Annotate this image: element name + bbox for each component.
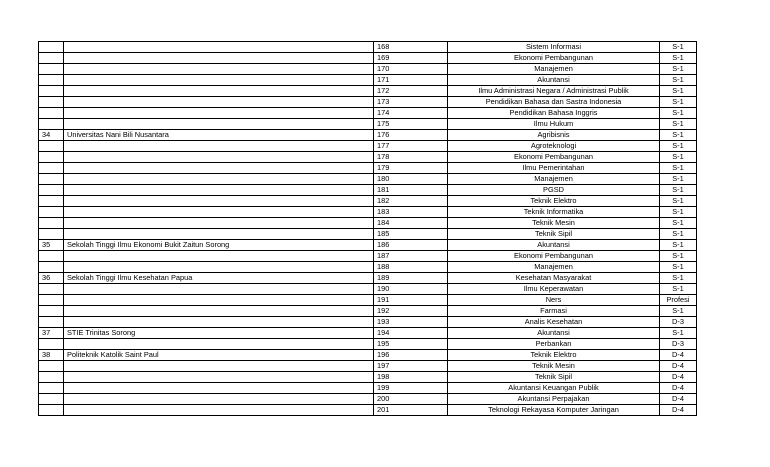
degree-level-cell: S-1 [660,240,697,251]
program-index-cell: 199 [374,383,448,394]
row-number-cell: 36 [39,273,64,284]
degree-level-cell: S-1 [660,284,697,295]
degree-level-cell: S-1 [660,163,697,174]
study-program-cell: Akuntansi [448,328,660,339]
degree-level-cell: D-4 [660,372,697,383]
row-number-cell [39,284,64,295]
program-index-cell: 180 [374,174,448,185]
study-program-cell: Ekonomi Pembangunan [448,152,660,163]
row-number-cell [39,295,64,306]
table-row [39,328,697,339]
table-row [39,405,697,416]
study-program-cell: Ilmu Keperawatan [448,284,660,295]
program-index-cell: 194 [374,328,448,339]
institution-name-cell [64,174,374,185]
institution-name-cell [64,284,374,295]
degree-level-cell: S-1 [660,306,697,317]
degree-level-cell: S-1 [660,273,697,284]
study-program-cell: Teknik Mesin [448,361,660,372]
program-index-cell: 172 [374,86,448,97]
degree-level-cell: S-1 [660,108,697,119]
table-row [39,251,697,262]
row-number-cell [39,119,64,130]
study-program-cell: Manajemen [448,64,660,75]
table-row [39,295,697,306]
study-program-cell: Akuntansi [448,240,660,251]
program-index-cell: 174 [374,108,448,119]
row-number-cell: 38 [39,350,64,361]
institution-name-cell [64,119,374,130]
institution-name-cell [64,306,374,317]
row-number-cell: 37 [39,328,64,339]
row-number-cell [39,372,64,383]
program-index-cell: 177 [374,141,448,152]
degree-level-cell: S-1 [660,86,697,97]
table-row [39,119,697,130]
program-index-cell: 178 [374,152,448,163]
row-number-cell [39,141,64,152]
row-number-cell [39,383,64,394]
institution-name-cell: STIE Trinitas Sorong [64,328,374,339]
institution-name-cell [64,42,374,53]
program-index-cell: 168 [374,42,448,53]
study-program-cell: Akuntansi Perpajakan [448,394,660,405]
degree-level-cell: S-1 [660,218,697,229]
program-index-cell: 191 [374,295,448,306]
degree-level-cell: D-4 [660,394,697,405]
degree-level-cell: D-3 [660,339,697,350]
study-program-cell: Akuntansi Keuangan Publik [448,383,660,394]
program-index-cell: 195 [374,339,448,350]
degree-level-cell: S-1 [660,229,697,240]
study-program-cell: Teknik Elektro [448,196,660,207]
program-index-cell: 183 [374,207,448,218]
row-number-cell [39,317,64,328]
institution-name-cell [64,229,374,240]
institution-name-cell [64,262,374,273]
row-number-cell [39,75,64,86]
program-index-cell: 189 [374,273,448,284]
study-program-cell: Manajemen [448,174,660,185]
degree-level-cell: S-1 [660,119,697,130]
program-index-cell: 171 [374,75,448,86]
program-index-cell: 170 [374,64,448,75]
study-program-cell: Perbankan [448,339,660,350]
institution-name-cell [64,207,374,218]
institution-name-cell [64,361,374,372]
institution-name-cell [64,405,374,416]
program-index-cell: 197 [374,361,448,372]
program-index-cell: 201 [374,405,448,416]
institution-name-cell [64,163,374,174]
program-index-cell: 176 [374,130,448,141]
row-number-cell: 34 [39,130,64,141]
row-number-cell [39,207,64,218]
institution-name-cell [64,372,374,383]
degree-level-cell: S-1 [660,328,697,339]
study-program-cell: Teknologi Rekayasa Komputer Jaringan [448,405,660,416]
institution-name-cell: Sekolah Tinggi Ilmu Ekonomi Bukit Zaitun Sorong [64,240,374,251]
table-row [39,306,697,317]
row-number-cell [39,163,64,174]
degree-level-cell: S-1 [660,152,697,163]
institution-name-cell: Politeknik Katolik Saint Paul [64,350,374,361]
row-number-cell [39,86,64,97]
program-index-cell: 179 [374,163,448,174]
institution-name-cell [64,317,374,328]
study-program-cell: Ners [448,295,660,306]
degree-level-cell: S-1 [660,174,697,185]
table-row [39,383,697,394]
degree-level-cell: S-1 [660,262,697,273]
institution-name-cell [64,75,374,86]
degree-level-cell: S-1 [660,207,697,218]
table-row [39,64,697,75]
program-index-cell: 169 [374,53,448,64]
table-row [39,196,697,207]
row-number-cell [39,64,64,75]
institution-name-cell [64,295,374,306]
program-index-cell: 192 [374,306,448,317]
table-row [39,185,697,196]
institution-name-cell [64,108,374,119]
row-number-cell [39,251,64,262]
row-number-cell [39,196,64,207]
study-program-cell: Ilmu Pemerintahan [448,163,660,174]
table-row [39,97,697,108]
program-index-cell: 185 [374,229,448,240]
program-index-cell: 182 [374,196,448,207]
row-number-cell [39,218,64,229]
study-program-cell: Teknik Sipil [448,372,660,383]
institution-name-cell [64,141,374,152]
table-row [39,53,697,64]
institution-name-cell [64,53,374,64]
degree-level-cell: S-1 [660,141,697,152]
program-index-cell: 181 [374,185,448,196]
table-row [39,284,697,295]
program-index-cell: 188 [374,262,448,273]
row-number-cell [39,339,64,350]
institution-name-cell [64,196,374,207]
institution-name-cell: Universitas Nani Bili Nusantara [64,130,374,141]
study-program-cell: Sistem Informasi [448,42,660,53]
row-number-cell [39,229,64,240]
institution-name-cell [64,339,374,350]
study-program-cell: Agroteknologi [448,141,660,152]
row-number-cell: 35 [39,240,64,251]
program-index-cell: 196 [374,350,448,361]
degree-level-cell: D-4 [660,405,697,416]
study-program-cell: Agribisnis [448,130,660,141]
degree-level-cell: S-1 [660,64,697,75]
program-table [38,41,697,416]
study-program-cell: Pendidikan Bahasa dan Sastra Indonesia [448,97,660,108]
table-row [39,372,697,383]
program-index-cell: 198 [374,372,448,383]
table-row [39,108,697,119]
table-row [39,361,697,372]
table-row [39,75,697,86]
program-index-cell: 190 [374,284,448,295]
table-row [39,273,697,284]
row-number-cell [39,53,64,64]
degree-level-cell: S-1 [660,185,697,196]
program-index-cell: 193 [374,317,448,328]
table-row [39,141,697,152]
degree-level-cell: D-4 [660,350,697,361]
study-program-cell: Ekonomi Pembangunan [448,251,660,262]
degree-level-cell: D-4 [660,361,697,372]
row-number-cell [39,174,64,185]
degree-level-cell: Profesi [660,295,697,306]
row-number-cell [39,185,64,196]
program-table-body [39,42,697,416]
row-number-cell [39,152,64,163]
study-program-cell: Ilmu Administrasi Negara / Administrasi Publik [448,86,660,97]
table-row [39,174,697,185]
study-program-cell: Ilmu Hukum [448,119,660,130]
degree-level-cell: S-1 [660,196,697,207]
row-number-cell [39,42,64,53]
degree-level-cell: S-1 [660,53,697,64]
study-program-cell: Akuntansi [448,75,660,86]
study-program-cell: Analis Kesehatan [448,317,660,328]
row-number-cell [39,361,64,372]
study-program-cell: Kesehatan Masyarakat [448,273,660,284]
institution-name-cell [64,152,374,163]
institution-name-cell [64,86,374,97]
institution-name-cell [64,383,374,394]
table-row [39,207,697,218]
study-program-cell: Manajemen [448,262,660,273]
table-row [39,339,697,350]
row-number-cell [39,262,64,273]
table-row [39,163,697,174]
institution-name-cell [64,185,374,196]
study-program-cell: Ekonomi Pembangunan [448,53,660,64]
degree-level-cell: S-1 [660,97,697,108]
study-program-cell: Farmasi [448,306,660,317]
institution-name-cell [64,64,374,75]
program-index-cell: 173 [374,97,448,108]
table-row [39,152,697,163]
study-program-cell: Teknik Sipil [448,229,660,240]
program-index-cell: 175 [374,119,448,130]
table-row [39,86,697,97]
institution-name-cell: Sekolah Tinggi Ilmu Kesehatan Papua [64,273,374,284]
table-row [39,262,697,273]
row-number-cell [39,394,64,405]
table-row [39,394,697,405]
table-row [39,218,697,229]
degree-level-cell: S-1 [660,42,697,53]
table-row [39,42,697,53]
table-row [39,229,697,240]
institution-name-cell [64,394,374,405]
table-row [39,130,697,141]
degree-level-cell: S-1 [660,75,697,86]
program-index-cell: 184 [374,218,448,229]
degree-level-cell: D-4 [660,383,697,394]
study-program-cell: Pendidikan Bahasa Inggris [448,108,660,119]
study-program-cell: Teknik Informatika [448,207,660,218]
row-number-cell [39,108,64,119]
degree-level-cell: S-1 [660,251,697,262]
table-row [39,240,697,251]
table-row [39,317,697,328]
institution-name-cell [64,97,374,108]
institution-name-cell [64,218,374,229]
study-program-cell: PGSD [448,185,660,196]
row-number-cell [39,405,64,416]
table-row [39,350,697,361]
degree-level-cell: D-3 [660,317,697,328]
program-index-cell: 186 [374,240,448,251]
study-program-cell: Teknik Mesin [448,218,660,229]
institution-name-cell [64,251,374,262]
row-number-cell [39,97,64,108]
row-number-cell [39,306,64,317]
program-index-cell: 187 [374,251,448,262]
program-index-cell: 200 [374,394,448,405]
degree-level-cell: S-1 [660,130,697,141]
study-program-cell: Teknik Elektro [448,350,660,361]
